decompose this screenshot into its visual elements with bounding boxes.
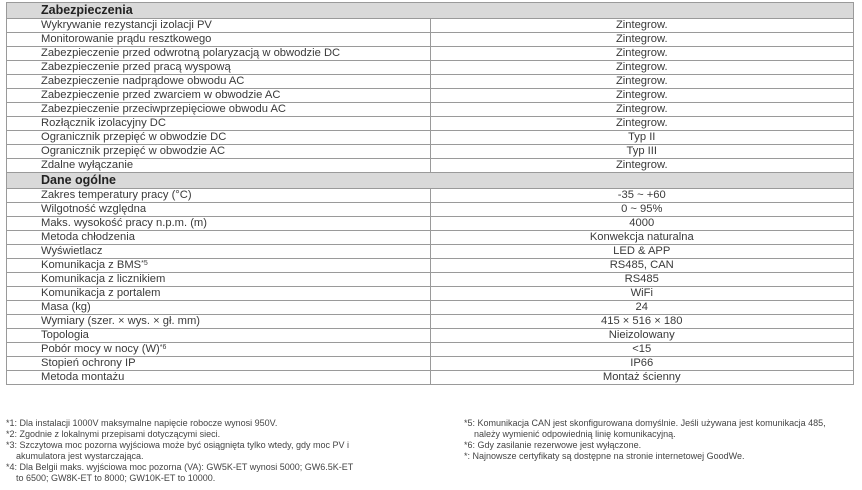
row-label-cell (7, 131, 431, 145)
footnote (6, 429, 446, 440)
row-value: Typ III (430, 145, 854, 159)
row-label: Zabezpieczenie przed pracą wyspową (41, 61, 231, 73)
section-title: Zabezpieczenia (7, 3, 854, 19)
footnote (6, 418, 446, 429)
row-label-cell (7, 273, 431, 287)
row-label: Maks. wysokość pracy n.p.m. (m) (41, 217, 207, 229)
row-label: Komunikacja z BMS (41, 259, 142, 271)
row-label-cell (7, 61, 431, 75)
row-value: RS485 (430, 273, 854, 287)
row-value: Nieizolowany (430, 329, 854, 343)
footnote-text: *: Najnowsze certyfikaty są dostępne na stronie internetowej GoodWe. (464, 451, 745, 461)
table-row (7, 315, 854, 329)
row-value: IP66 (430, 357, 854, 371)
row-label-cell (7, 203, 431, 217)
row-label-cell (7, 145, 431, 159)
footnote-marker: *5 (141, 260, 148, 267)
table-row (7, 231, 854, 245)
table-row (7, 343, 854, 357)
row-label-cell (7, 245, 431, 259)
row-label-cell (7, 89, 431, 103)
row-label-cell (7, 103, 431, 117)
row-label-cell (7, 287, 431, 301)
row-label: Zdalne wyłączanie (41, 159, 134, 171)
table-row (7, 61, 854, 75)
footnote-continuation: należy wymienić odpowiednią linię komunikacyjną. (474, 429, 676, 439)
row-label: Ogranicznik przepięć w obwodzie DC (41, 131, 227, 143)
row-label-cell (7, 217, 431, 231)
table-row (7, 103, 854, 117)
row-label-cell (7, 47, 431, 61)
row-label-cell (7, 159, 431, 173)
row-label-cell (7, 329, 431, 343)
row-label-cell (7, 19, 431, 33)
row-value: Zintegrow. (430, 19, 854, 33)
row-label: Wilgotność względna (41, 203, 147, 215)
row-label: Komunikacja z portalem (41, 287, 161, 299)
row-label: Monitorowanie prądu resztkowego (41, 33, 212, 45)
row-value: Montaż ścienny (430, 371, 854, 385)
row-value: Zintegrow. (430, 117, 854, 131)
row-label: Ogranicznik przepięć w obwodzie AC (41, 145, 226, 157)
row-label: Metoda montażu (41, 371, 125, 383)
table-row (7, 273, 854, 287)
section-title: Dane ogólne (7, 173, 854, 189)
row-label: Pobór mocy w nocy (W) (41, 343, 160, 355)
row-label: Topologia (41, 329, 89, 341)
footnote (464, 418, 856, 440)
footnote-text: *2: Zgodnie z lokalnymi przepisami dotyczącymi sieci. (6, 429, 221, 439)
row-label: Zabezpieczenie nadprądowe obwodu AC (41, 75, 245, 87)
table-row (7, 217, 854, 231)
row-label-cell (7, 231, 431, 245)
table-row (7, 203, 854, 217)
table-row (7, 131, 854, 145)
row-label-cell (7, 357, 431, 371)
footnote (464, 451, 856, 462)
footnote-continuation: akumulatora jest wystarczająca. (16, 451, 144, 461)
row-label: Zakres temperatury pracy (°C) (41, 189, 192, 201)
spec-sheet (6, 2, 854, 385)
footnote-continuation: to 6500; GW8K-ET to 8000; GW10K-ET to 10000. (16, 473, 216, 483)
row-label: Wykrywanie rezystancji izolacji PV (41, 19, 212, 31)
footnote-text: *4: Dla Belgii maks. wyjściowa moc pozorna (VA): GW5K-ET wynosi 5000; GW6.5K-ET (6, 462, 354, 472)
table-row (7, 301, 854, 315)
row-value: Zintegrow. (430, 103, 854, 117)
section-header (7, 3, 854, 19)
spec-table (6, 2, 854, 385)
row-value: Zintegrow. (430, 75, 854, 89)
row-label-cell (7, 259, 431, 273)
row-value: <15 (430, 343, 854, 357)
table-row (7, 159, 854, 173)
row-value: Typ II (430, 131, 854, 145)
row-label-cell (7, 117, 431, 131)
row-value: -35 ~ +60 (430, 189, 854, 203)
table-row (7, 189, 854, 203)
footnotes-right-column (464, 418, 856, 462)
row-label: Wymiary (szer. × wys. × gł. mm) (41, 315, 201, 327)
row-label: Komunikacja z licznikiem (41, 273, 166, 285)
row-label: Rozłącznik izolacyjny DC (41, 117, 166, 129)
row-value: Zintegrow. (430, 89, 854, 103)
footnote (6, 462, 446, 484)
footnote (6, 440, 446, 462)
section-header (7, 173, 854, 189)
row-label-cell (7, 343, 431, 357)
table-row (7, 371, 854, 385)
table-row (7, 19, 854, 33)
row-value: WiFi (430, 287, 854, 301)
table-row (7, 145, 854, 159)
row-value: 415 × 516 × 180 (430, 315, 854, 329)
row-label: Zabezpieczenie przeciwprzepięciowe obwodu AC (41, 103, 287, 115)
table-row (7, 329, 854, 343)
footnote-text: *5: Komunikacja CAN jest skonfigurowana domyślnie. Jeśli używana jest komunikacja 485, (464, 418, 826, 428)
footnote-text: *3: Szczytowa moc pozorna wyjściowa może być osiągnięta tylko wtedy, gdy moc PV i (6, 440, 349, 450)
row-value: Zintegrow. (430, 61, 854, 75)
row-label: Metoda chłodzenia (41, 231, 135, 243)
row-label: Masa (kg) (41, 301, 91, 313)
row-value: 24 (430, 301, 854, 315)
footnotes-left-column (6, 418, 446, 484)
footnote-text: *1: Dla instalacji 1000V maksymalne napięcie robocze wynosi 950V. (6, 418, 278, 428)
table-row (7, 33, 854, 47)
row-label-cell (7, 75, 431, 89)
row-label: Stopień ochrony IP (41, 357, 136, 369)
row-value: RS485, CAN (430, 259, 854, 273)
row-label-cell (7, 371, 431, 385)
footnote (464, 440, 856, 451)
row-label-cell (7, 189, 431, 203)
footnote-text: *6: Gdy zasilanie rezerwowe jest wyłączone. (464, 440, 642, 450)
row-label-cell (7, 33, 431, 47)
row-label-cell (7, 315, 431, 329)
table-row (7, 117, 854, 131)
row-label: Wyświetlacz (41, 245, 103, 257)
table-row (7, 75, 854, 89)
row-value: Zintegrow. (430, 159, 854, 173)
row-label-cell (7, 301, 431, 315)
table-row (7, 259, 854, 273)
table-row (7, 245, 854, 259)
row-value: 4000 (430, 217, 854, 231)
row-value: Zintegrow. (430, 33, 854, 47)
row-value: Zintegrow. (430, 47, 854, 61)
table-row (7, 357, 854, 371)
row-label: Zabezpieczenie przed odwrotną polaryzacją w obwodzie DC (41, 47, 341, 59)
table-row (7, 89, 854, 103)
footnote-marker: *6 (159, 344, 167, 351)
row-value: LED & APP (430, 245, 854, 259)
table-row (7, 287, 854, 301)
table-row (7, 47, 854, 61)
row-value: 0 ~ 95% (430, 203, 854, 217)
row-value: Konwekcja naturalna (430, 231, 854, 245)
row-label: Zabezpieczenie przed zwarciem w obwodzie AC (41, 89, 281, 101)
